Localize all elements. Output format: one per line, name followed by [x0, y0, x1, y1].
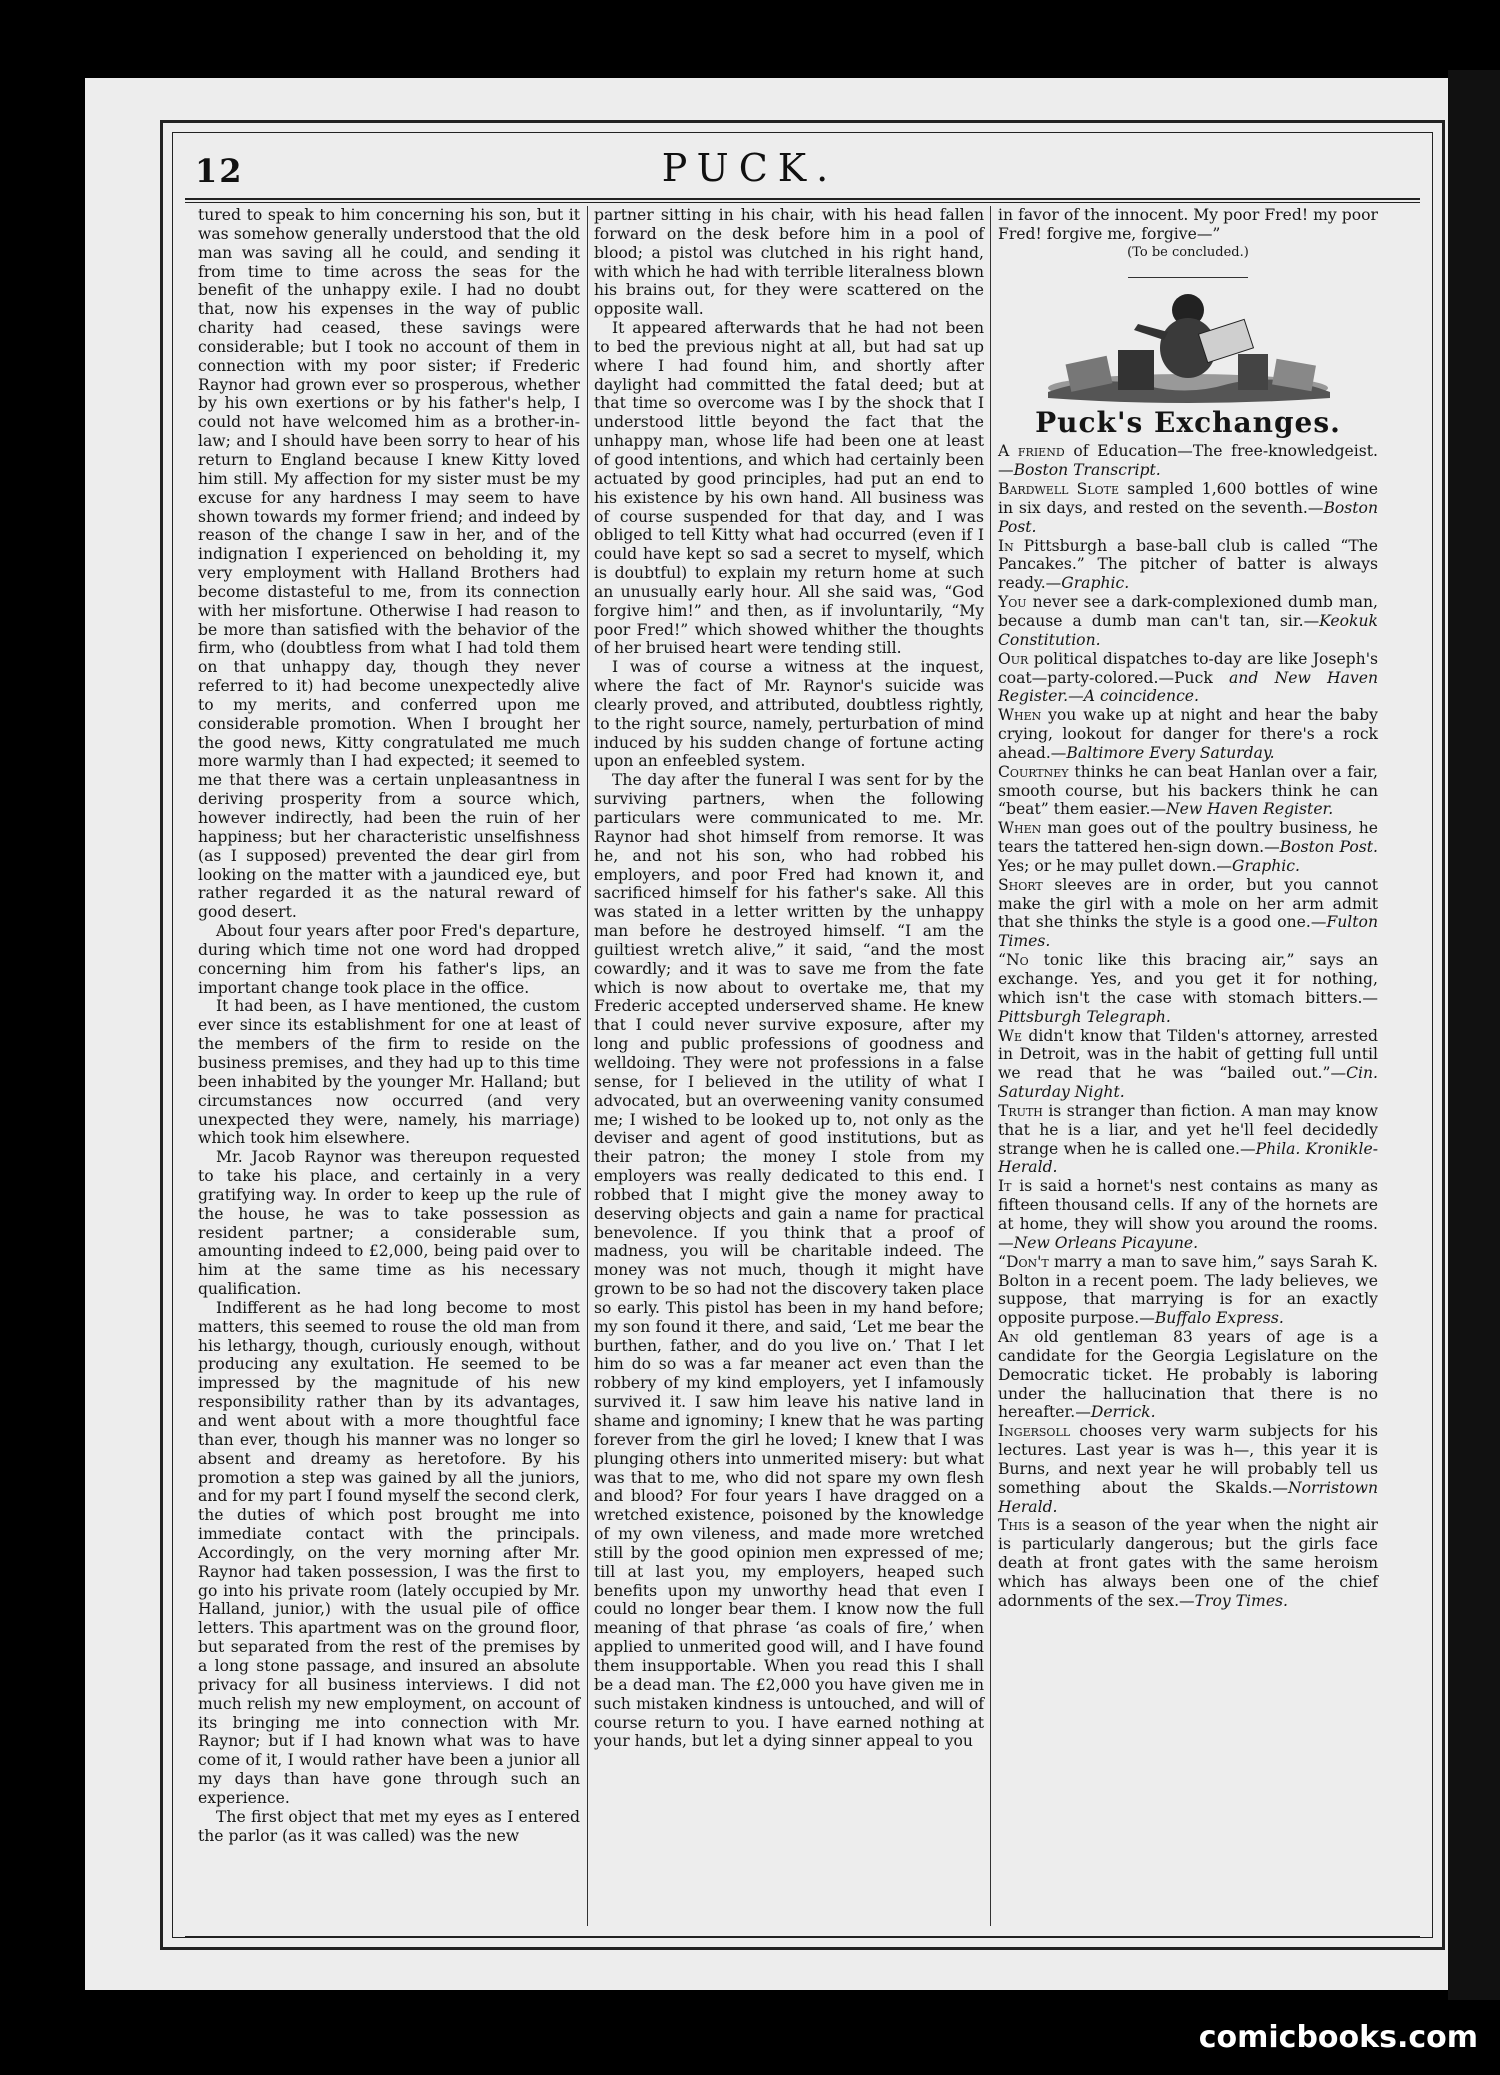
- exchange-item: [998, 819, 1378, 876]
- exchange-text: sleeves are in order, but you cannot make the girl with a mole on her arm admit that she thinks the style is a good one.—: [998, 875, 1378, 932]
- exchange-text: you wake up at night and hear the baby crying, lookout for danger for there's a rock ahead.—: [998, 706, 1378, 762]
- exchange-item: [998, 1328, 1378, 1422]
- exchange-source: Boston Post.: [998, 498, 1378, 536]
- paragraph: Mr. Jacob Raynor was thereupon requested to take his place, and certainly in a very gratifying way. In order to keep up the rule of the house, he was to take possession as resident partner; a considerable sum, amounting indeed to £2,000, being paid over to him at the same time as his necessary qualification.: [198, 1148, 580, 1299]
- exchange-text: marry a man to save him,” says Sarah K. Bolton in a recent poem. The lady believes, we suppose, that marrying is for an exactly opposite purpose.—: [998, 1252, 1378, 1328]
- exchange-lead: Courtney: [998, 762, 1069, 781]
- exchanges-list: [998, 442, 1378, 1610]
- exchange-source: and New Haven Register.—A coincidence.: [998, 668, 1378, 706]
- paragraph: It appeared afterwards that he had not been to bed the previous night at all, but had sat up where I had found him, and shortly after daylight had committed the fatal deed; but at that time so overcome was I by the shock that I understood little beyond the fact that the unhappy man, whose life had been one at least of good intentions, and which had certainly been actuated by good principles, had put an end to his existence by his own hand. All business was of course suspended for that day, and I was obliged to tell Kitty what had occurred (even if I could have kept so sad a secret to myself, which is doubtful) to explain my return home at such an unusually early hour. All she said was, “God forgive him!” and then, as if involuntarily, “My poor Fred!” which showed whither the thoughts of her bruised heart were tending still.: [594, 319, 984, 658]
- exchange-source: Derrick.: [1090, 1403, 1156, 1422]
- exchange-source: New Haven Register.: [1166, 800, 1334, 819]
- exchange-source: Boston Transcript.: [1013, 461, 1161, 480]
- exchange-lead: “Don't: [998, 1252, 1049, 1271]
- exchange-text: of Education—The free-knowledgeist.—: [998, 442, 1378, 480]
- exchange-source: Fulton Times.: [998, 913, 1378, 951]
- exchange-item: [998, 706, 1378, 763]
- exchange-text: Pittsburgh a base-ball club is called “The Pancakes.” The pitcher of batter is always ready.—: [998, 536, 1378, 593]
- exchange-lead: When: [998, 706, 1042, 725]
- column-2: [594, 206, 984, 1751]
- exchange-text: is stranger than fiction. A man may know that he is a liar, and yet he'll feel decidedly strange when he is called one.—: [998, 1101, 1378, 1158]
- exchange-lead: Short: [998, 875, 1043, 894]
- exchange-item: [998, 951, 1378, 1026]
- page-number: 12: [195, 152, 244, 190]
- exchange-source: Graphic.: [1061, 574, 1130, 593]
- exchange-item: [998, 1422, 1378, 1516]
- footer-rule: [185, 1936, 1420, 1937]
- page-title: PUCK.: [661, 146, 839, 190]
- paragraph: tured to speak to him concerning his son, but it was somehow generally understood that the old man was saving all he could, and sending it from time to time across the seas for the benefit of the unhappy exile. I had no doubt that, now his expenses in the way of public charity had ceased, these savings were considerable; but I took no account of them in connection with my poor sister; if Frederic Raynor had grown ever so prosperous, whether by his own exertions or by his father's help, I could not have welcomed him as a brother-in-law; and I should have been sorry to hear of his return to England because I knew Kitty loved him still. My affection for my sister must be my excuse for any hardness I may seem to have shown towards my former friend; and indeed by reason of the change I saw in her, and of the indignation I experienced on beholding it, my very employment with Halland Brothers had become distasteful to me, from its connection with her misfortune. Otherwise I had reason to be more than satisfied with the behavior of the firm, who (doubtless from what I had told them on that unhappy day, though they never referred to it) had become unexpectedly alive to my merits, and conferred upon me considerable promotion. When I brought her the good news, Kitty congratulated me much more warmly than I had expected; it seemed to me that there was a certain unpleasantness in deriving prosperity from a source which, however indirectly, had been the ruin of her happiness; but her characteristic unselfishness (as I supposed) prevented the dear girl from looking on the matter with a jaundiced eye, but rather regarded it as the natural reward of good desert.: [198, 206, 580, 922]
- exchange-source: New Orleans Picayune.: [1013, 1233, 1199, 1252]
- paragraph: The day after the funeral I was sent for by the surviving partners, when the following particulars were communicated to me. Mr. Raynor had shot himself from remorse. It was he, and not his son, who had robbed his employers, and poor Fred had known it, and sacrificed himself for his father's sake. All this was stated in a letter written by the unhappy man before he destroyed himself. “I am the guiltiest wretch alive,” it said, “and the most cowardly; and it was to save me from the fate which is now about to overtake me, that my Frederic accepted underserved shame. He knew that I could never survive exposure, after my long and public professions of goodness and welldoing. They were not professions in a false sense, for I believed in the utility of what I advocated, but an overweening vanity consumed me; I wished to be looked up to, not only as the deviser and agent of good institutions, but as their patron; the money I stole from my employers was really dedicated to this end. I robbed that I might give the money away to deserving objects and gain a name for practical benevolence. If you think that a proof of madness, you will be charitable indeed. The money was not much, though it might have grown to be so had not the discovery taken place so early. This pistol has been in my hand before; my son found it there, and said, ‘Let me bear the burthen, father, and do you live on.’ That I let him do so was a far meaner act even than the robbery of my kind employers, yet I infamously survived it. I saw him leave his native land in shame and ignominy; I knew that he was parting forever from the girl he loved; I knew that I was plunging others into unmerited misery: but what was that to me, who did not spare my own flesh and blood? For four years I have dragged on a wretched existence, poisoned by the knowledge of my own vileness, and made more wretched still by the good opinion men expressed of me; till at last you, my employers, heaped such benefits upon my unworthy head that even I could no longer bear them. I know now the full meaning of that phrase ‘as coals of fire,’ when applied to unmerited good will, and I have found them insupportable. When you read this I shall be a dead man. The £2,000 you have given me in such mistaken kindness is untouched, and will of course return to you. I have earned nothing at your hands, but let a dying sinner appeal to you: [594, 771, 984, 1751]
- paragraph: It had been, as I have mentioned, the custom ever since its establishment for one at least of the members of the firm to reside on the business premises, and they had up to this time been inhabited by the younger Mr. Halland; but circumstances now occurred (and very unexpected they were, namely, his marriage) which took him elsewhere.: [198, 997, 580, 1148]
- paragraph: Indifferent as he had long become to most matters, this seemed to rouse the old man from his lethargy, though, curiously enough, without producing any exultation. He seemed to be impressed by the magnitude of his new responsibility rather than by its advantages, and went about with a more thoughtful face than ever, though his manner was no longer so absent and dreamy as heretofore. By his promotion a step was gained by all the juniors, and for my part I found myself the second clerk, the duties of which post brought me into immediate contact with the principals. Accordingly, on the very morning after Mr. Raynor had taken possession, I was the first to go into his private room (lately occupied by Mr. Halland, junior,) with the usual pile of office letters. This apartment was on the ground floor, but separated from the rest of the premises by a long stone passage, and insured an absolute privacy for all business interviews. I did not much relish my new employment, on account of its bringing me into connection with Mr. Raynor; but if I had known what was to have come of it, I would rather have been a junior all my days than have gone through such an experience.: [198, 1298, 580, 1807]
- exchange-item: [998, 1253, 1378, 1328]
- exchange-lead: This: [998, 1516, 1030, 1535]
- exchange-lead: Ingersoll: [998, 1422, 1071, 1441]
- exchange-item: [998, 650, 1378, 707]
- exchange-lead: Truth: [998, 1101, 1043, 1120]
- exchange-item: [998, 1177, 1378, 1252]
- exchange-text: never see a dark-complexioned dumb man, because a dumb man can't tan, sir.—: [998, 593, 1378, 630]
- exchange-item: [998, 480, 1378, 537]
- exchange-text: man goes out of the poultry business, he tears the tattered hen-sign down.—: [998, 819, 1378, 857]
- exchange-text: political dispatches to-day are like Joseph's coat—party-colored.—Puck: [998, 649, 1378, 687]
- column-3: [998, 206, 1378, 1611]
- story-ending: in favor of the innocent. My poor Fred! my poor Fred! forgive me, forgive—”: [998, 206, 1378, 243]
- section-title: Puck's Exchanges.: [1035, 405, 1341, 439]
- exchange-lead: Bardwell Slote: [998, 480, 1120, 499]
- exchange-source: Troy Times.: [1194, 1591, 1289, 1610]
- exchange-source: Buffalo Express.: [1154, 1309, 1284, 1328]
- paragraph: partner sitting in his chair, with his head fallen forward on the desk before him in a pool of blood; a pistol was clutched in his right hand, with which he had with terrible literalness blown his brains out, for they were scattered on the opposite wall.: [594, 206, 984, 319]
- exchange-item: [998, 1027, 1378, 1102]
- exchange-lead: You: [998, 593, 1027, 612]
- binding-edge: [1448, 70, 1500, 2000]
- exchange-source: Cin. Saturday Night.: [998, 1064, 1378, 1102]
- exchange-item: [998, 876, 1378, 951]
- paragraph: The first object that met my eyes as I entered the parlor (as it was called) was the new: [198, 1807, 580, 1845]
- exchange-item: [998, 1102, 1378, 1177]
- header-rule: [185, 198, 1420, 203]
- exchange-source: Keokuk Constitution.: [998, 611, 1378, 649]
- to-be-concluded-note: (To be concluded.): [1127, 244, 1249, 260]
- exchange-source: Pittsburgh Telegraph.: [998, 1007, 1171, 1026]
- exchange-lead: It: [998, 1177, 1012, 1196]
- exchange-text: Yes; or he may pullet down.—: [998, 856, 1233, 875]
- section-divider: [1128, 277, 1248, 278]
- exchange-lead: In: [998, 536, 1014, 555]
- exchange-lead: A friend: [998, 442, 1065, 461]
- paragraph: About four years after poor Fred's departure, during which time not one word had dropped concerning him from his father's lips, an important change took place in the office.: [198, 922, 580, 997]
- exchange-source: Graphic.: [1232, 856, 1300, 875]
- paragraph: I was of course a witness at the inquest, where the fact of Mr. Raynor's suicide was clearly proved, and attributed, doubtless rightly, to the right source, namely, perturbation of mind induced by his sudden change of fortune acting upon an enfeebled system.: [594, 658, 984, 771]
- cherub-with-papers-illustration: [1038, 288, 1338, 408]
- exchange-text: old gentleman 83 years of age is a candidate for the Georgia Legislature on the Democratic ticket. He probably is laboring under the hallucination that there is no hereafter.—: [998, 1328, 1378, 1422]
- exchange-lead: We: [998, 1026, 1023, 1045]
- exchange-text: tonic like this bracing air,” says an exchange. Yes, and you get it for nothing, which isn't the case with stomach bitters.—: [998, 951, 1378, 1007]
- exchange-item: [998, 593, 1378, 650]
- column-divider: [587, 206, 588, 1926]
- exchange-text: didn't know that Tilden's attorney, arrested in Detroit, was in the habit of getting full until we read that he was “bailed out.”—: [998, 1026, 1378, 1083]
- exchange-text: is a season of the year when the night air is particularly dangerous; but the girls face death at front gates with the same heroism which has always been one of the chief adornments of the sex.—: [998, 1516, 1378, 1610]
- column-divider: [990, 206, 991, 1926]
- exchange-item: [998, 442, 1378, 480]
- exchange-lead: Our: [998, 649, 1029, 668]
- exchange-item: [998, 537, 1378, 594]
- exchange-text: is said a hornet's nest contains as many as fifteen thousand cells. If any of the hornets are at home, they will show you around the rooms.—: [998, 1177, 1378, 1252]
- exchange-lead: “No: [998, 951, 1029, 970]
- exchange-lead: An: [998, 1328, 1019, 1347]
- column-1: [198, 206, 580, 1845]
- exchange-source: Boston Post.: [1279, 838, 1378, 857]
- exchange-item: [998, 1516, 1378, 1610]
- exchange-source: Norristown Herald.: [998, 1478, 1378, 1516]
- exchange-text: thinks he can beat Hanlan over a fair, smooth course, but his backers think he can “beat” them easier.—: [998, 762, 1378, 819]
- exchange-source: Phila. Kronikle-Herald.: [998, 1139, 1378, 1177]
- exchange-source: Baltimore Every Saturday.: [1066, 743, 1275, 762]
- exchange-lead: When: [998, 819, 1042, 838]
- exchange-text: chooses very warm subjects for his lectures. Last year is was h—, this year it is Burns, and next year he will probably tell us something about the Skalds.—: [998, 1422, 1378, 1497]
- watermark: comicbooks.com: [1198, 2020, 1478, 2055]
- exchange-text: sampled 1,600 bottles of wine in six days, and rested on the seventh.—: [998, 480, 1378, 517]
- exchange-item: [998, 763, 1378, 820]
